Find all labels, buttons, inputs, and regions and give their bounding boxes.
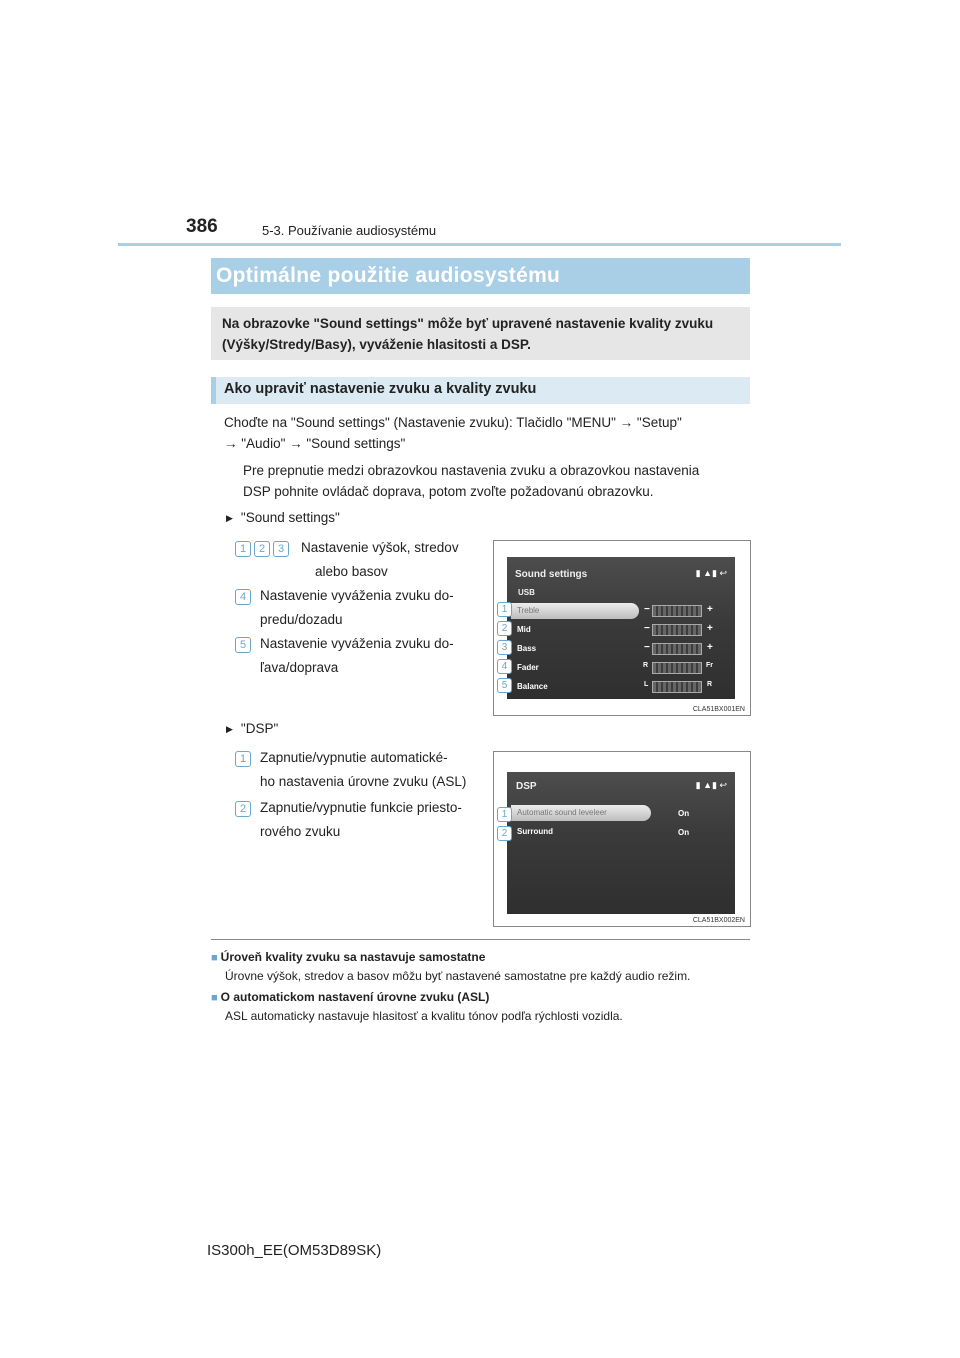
subheading: Ako upraviť nastavenie zvuku a kvality zvuku xyxy=(211,377,750,404)
row-balance[interactable]: Balance xyxy=(517,682,548,691)
dsp-screenshot xyxy=(493,751,751,927)
left-mark: L xyxy=(644,681,649,688)
item-text-line: Zapnutie/vypnutie automatické- xyxy=(260,750,448,765)
dsp-bullet xyxy=(226,721,278,736)
switch-instructions xyxy=(243,460,750,502)
note-heading xyxy=(211,950,756,964)
screen-title: DSP xyxy=(516,781,537,792)
item-text-line: Nastavenie výšok, stredov xyxy=(301,540,459,555)
number-badge: 4 xyxy=(235,589,251,605)
dsp-bullet-label: "DSP" xyxy=(240,721,279,736)
screen-title: Sound settings xyxy=(515,569,588,580)
pre-line-2: DSP pohnite ovládač doprava, potom zvoľte požadovanú obrazovku. xyxy=(243,484,654,499)
item-text-line: Nastavenie vyváženia zvuku do- xyxy=(260,588,454,603)
document-code: IS300h_EE(OM53D89SK) xyxy=(207,1242,382,1259)
status-icons: ▮ ▲▮ ↩ xyxy=(695,568,727,578)
number-badge: 2 xyxy=(254,541,270,557)
nav-line-1: Choďte na "Sound settings" (Nastavenie zvuku): Tlačidlo "MENU" → "Setup" xyxy=(224,415,682,430)
navigation-instructions xyxy=(224,412,750,454)
bass-level-bar[interactable] xyxy=(652,643,702,655)
row-automatic-sound-leveler[interactable]: Automatic sound leveleer xyxy=(511,805,651,821)
triangle-bullet-icon: ▶ xyxy=(226,513,233,523)
item-text-line: predu/dozadu xyxy=(260,612,343,627)
note-heading-text: O automatickom nastavení úrovne zvuku (ASL) xyxy=(220,990,490,1004)
sound-settings-bullet xyxy=(226,510,340,525)
page-number: 386 xyxy=(186,216,218,237)
section-title: 5-3. Používanie audiosystému xyxy=(262,223,437,238)
notes-divider xyxy=(211,939,750,940)
surround-value: On xyxy=(678,828,690,837)
image-caption: CLA51BX001EN xyxy=(692,706,745,713)
number-badge: 3 xyxy=(273,541,289,557)
sound-settings-item-5 xyxy=(235,632,483,680)
status-icons: ▮ ▲▮ ↩ xyxy=(695,780,727,790)
item-text-line: Zapnutie/vypnutie funkcie priesto- xyxy=(260,800,462,815)
pre-line-1: Pre prepnutie medzi obrazovkou nastavenia zvuku a obrazovkou nastavenia xyxy=(243,463,700,478)
intro-line-1: Na obrazovke "Sound settings" môže byť upravené nastavenie kvality zvuku xyxy=(222,316,714,331)
minus-icon: − xyxy=(644,623,650,634)
sound-settings-screenshot xyxy=(493,540,751,716)
note-heading-text: Úroveň kvality zvuku sa nastavuje samostatne xyxy=(220,950,486,964)
item-text-line: rového zvuku xyxy=(260,824,341,839)
right-mark: R xyxy=(707,681,713,688)
item-text-line: ho nastavenia úrovne zvuku (ASL) xyxy=(260,774,467,789)
item-text-line: Nastavenie vyváženia zvuku do- xyxy=(260,636,454,651)
triangle-bullet-icon: ▶ xyxy=(226,724,233,734)
callout-badge: 4 xyxy=(497,659,512,674)
item-text-line: ľava/doprava xyxy=(260,660,339,675)
page-title: Optimálne použitie audiosystému xyxy=(211,258,750,294)
intro-line-2: (Výšky/Stredy/Basy), vyváženie hlasitosti a DSP. xyxy=(222,337,531,352)
callout-badge: 3 xyxy=(497,640,512,655)
square-bullet-icon: ■ xyxy=(211,992,218,1004)
minus-icon: − xyxy=(644,604,650,615)
number-badge: 5 xyxy=(235,637,251,653)
fader-level-bar[interactable] xyxy=(652,662,702,674)
dsp-screen xyxy=(507,772,735,914)
minus-icon: − xyxy=(644,642,650,653)
dsp-item-2 xyxy=(235,796,485,844)
treble-level-bar[interactable] xyxy=(652,605,702,617)
row-treble[interactable]: Treble xyxy=(511,603,639,619)
row-bass[interactable]: Bass xyxy=(517,644,537,653)
sound-settings-bullet-label: "Sound settings" xyxy=(240,510,340,525)
note-body: ASL automaticky nastavuje hlasitosť a kvalitu tónov podľa rýchlosti vozidla. xyxy=(225,1009,623,1023)
number-badge: 2 xyxy=(235,801,251,817)
callout-badge: 2 xyxy=(497,621,512,636)
intro-box xyxy=(211,307,750,360)
rear-mark: R xyxy=(643,662,649,669)
plus-icon: + xyxy=(707,604,713,615)
callout-badge: 1 xyxy=(497,602,512,617)
row-surround[interactable]: Surround xyxy=(517,827,553,836)
plus-icon: + xyxy=(707,642,713,653)
nav-line-2: → "Audio" → "Sound settings" xyxy=(224,436,406,451)
item-text-line: alebo basov xyxy=(315,564,388,579)
row-mid[interactable]: Mid xyxy=(517,625,531,634)
asl-value: On xyxy=(678,809,690,818)
number-badge: 1 xyxy=(235,541,251,557)
sound-settings-item-1 xyxy=(235,536,483,584)
number-badge: 1 xyxy=(235,751,251,767)
sound-settings-screen xyxy=(507,557,735,699)
dsp-item-1 xyxy=(235,746,485,794)
sound-settings-item-4 xyxy=(235,584,483,632)
balance-level-bar[interactable] xyxy=(652,681,702,693)
square-bullet-icon: ■ xyxy=(211,952,218,964)
callout-badge: 2 xyxy=(497,826,512,841)
row-fader[interactable]: Fader xyxy=(517,663,539,672)
mid-level-bar[interactable] xyxy=(652,624,702,636)
note-body: Úrovne výšok, stredov a basov môžu byť nastavené samostatne pre každý audio režim. xyxy=(225,969,691,983)
image-caption: CLA51BX002EN xyxy=(692,917,745,924)
callout-badge: 1 xyxy=(497,807,512,822)
callout-badge: 5 xyxy=(497,678,512,693)
notes xyxy=(211,950,756,1023)
screen-source: USB xyxy=(518,588,535,597)
note-heading xyxy=(211,990,756,1004)
front-mark: Fr xyxy=(706,662,713,669)
plus-icon: + xyxy=(707,623,713,634)
header-divider xyxy=(118,243,841,246)
